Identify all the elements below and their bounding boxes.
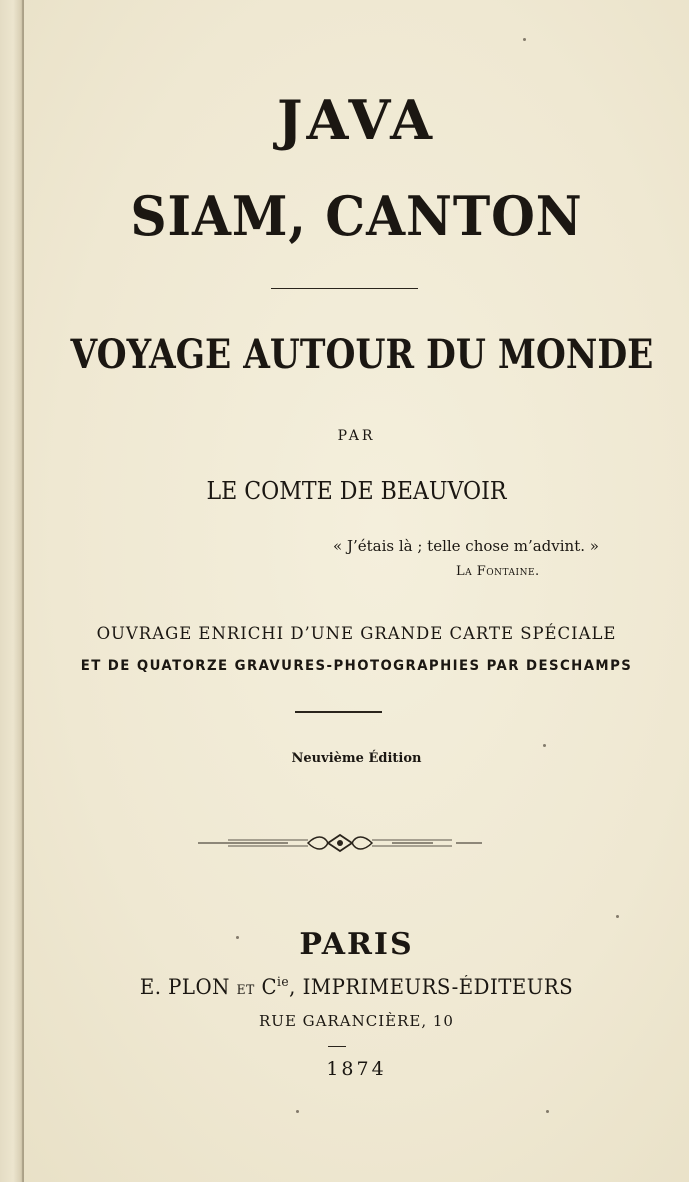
publisher-cie-superscript: ie [277, 975, 290, 990]
paper-speck [543, 744, 546, 747]
paper-speck [616, 915, 619, 918]
edition-divider-rule [295, 711, 382, 713]
title-line-1: JAVA [276, 88, 437, 152]
paper-speck [546, 1110, 549, 1113]
publisher-et: ET [236, 983, 255, 998]
subtitle: VOYAGE AUTOUR DU MONDE [70, 331, 654, 378]
title-divider-rule [271, 288, 418, 289]
epigraph-attribution: La Fontaine. [456, 564, 540, 579]
description-line-1: OUVRAGE ENRICHI D’UNE GRANDE CARTE SPÉCIALE [96, 624, 617, 644]
publisher-cie: C [261, 975, 278, 999]
edition-label: Neuvième Édition [291, 751, 422, 766]
publisher-name: E. PLON [139, 975, 230, 999]
paper-speck [523, 38, 526, 41]
publisher-role: , IMPRIMEURS-ÉDITEURS [289, 975, 574, 999]
page-gutter-line [22, 0, 24, 1182]
year-divider-rule [328, 1046, 346, 1047]
imprint-publisher [44, 975, 669, 999]
author-name: LE COMTE DE BEAUVOIR [206, 477, 507, 505]
book-spine-edge [0, 0, 24, 1182]
by-label: PAR [337, 428, 376, 444]
paper-speck [236, 936, 239, 939]
epigraph-quote: « J’étais là ; telle chose m’advint. » [333, 537, 599, 555]
imprint-year: 1874 [326, 1058, 387, 1080]
description-line-2: ET DE QUATORZE GRAVURES-PHOTOGRAPHIES PAR DESCHAMPS [80, 658, 633, 674]
ornament-divider-icon [198, 830, 482, 856]
title-line-2: SIAM, CANTON [130, 184, 583, 248]
imprint-address: RUE GARANCIÈRE, 10 [259, 1012, 454, 1030]
imprint-city: PARIS [299, 927, 414, 962]
paper-speck [296, 1110, 299, 1113]
